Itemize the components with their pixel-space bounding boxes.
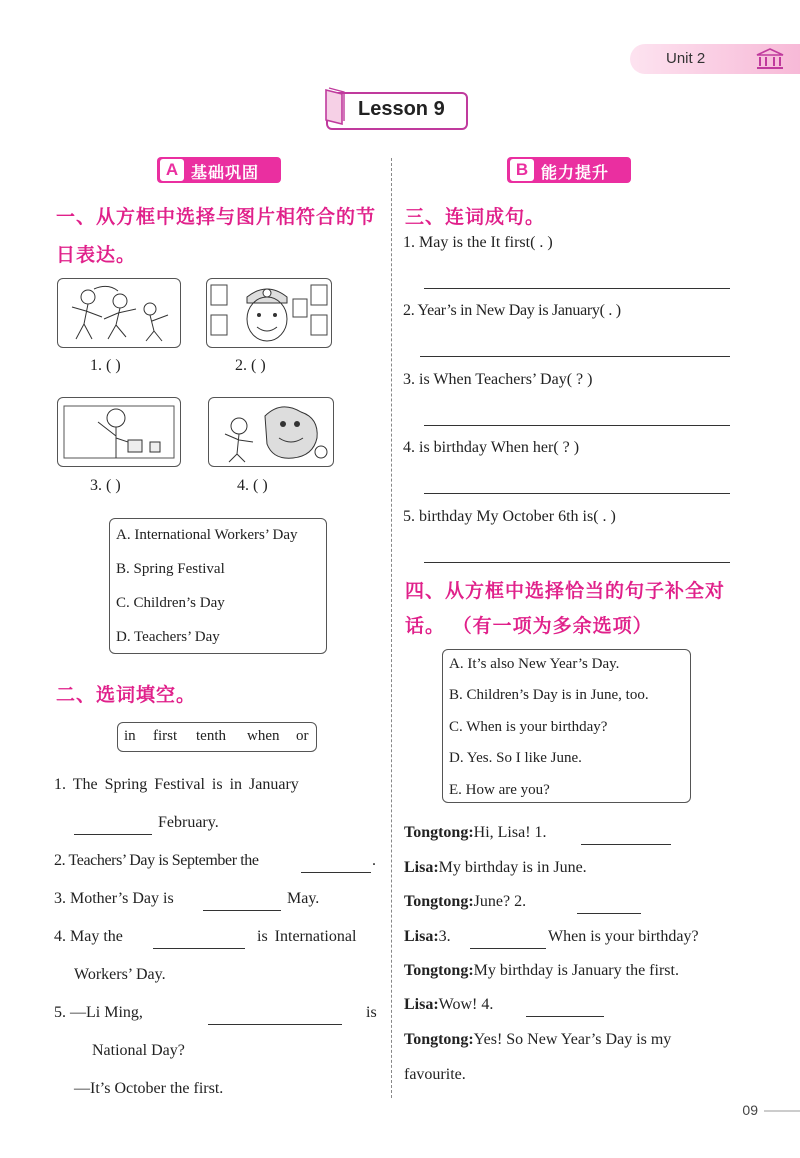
part2-q4-blank[interactable] [153, 932, 245, 949]
dialogue-text: My birthday is in June. [438, 859, 587, 876]
word-bank-box [117, 722, 317, 752]
speaker-lisa: Lisa: [404, 996, 439, 1013]
part2-q5-start: 5. —Li Ming, [54, 1004, 143, 1021]
word-bank-item: when [247, 728, 280, 744]
word-bank-item: in [124, 728, 136, 744]
part1-option-d: D. Teachers’ Day [116, 629, 220, 645]
part4-option-c: C. When is your birthday? [449, 719, 608, 735]
part1-option-b: B. Spring Festival [116, 561, 225, 577]
picture-1-children-playing [57, 278, 181, 348]
column-divider [391, 158, 392, 1098]
building-icon [756, 48, 784, 70]
speaker-tongtong: Tongtong: [404, 1031, 474, 1048]
dialogue-line-6 [404, 996, 493, 1014]
part4-option-b: B. Children’s Day is in June, too. [449, 687, 649, 703]
picture-3-teacher [57, 397, 181, 467]
part2-q3-end: May. [287, 890, 320, 907]
part4-title-line1: 四、从方框中选择恰当的句子补全对 [405, 580, 726, 602]
dialogue-line-4 [404, 928, 451, 946]
part2-q5-is: is [366, 1004, 377, 1021]
part3-answer-line-5[interactable] [424, 562, 730, 563]
section-b-title: 能力提升 [541, 163, 610, 182]
part3-title: 三、连词成句。 [405, 206, 546, 228]
lesson-title: Lesson 9 [358, 98, 445, 120]
picture-4-lion-dance [208, 397, 334, 467]
dialogue-text: 3. [438, 928, 451, 945]
part2-q5-blank[interactable] [208, 1008, 342, 1025]
speaker-lisa: Lisa: [404, 928, 439, 945]
part2-q1-blank[interactable] [74, 818, 152, 835]
part4-options-box [442, 649, 691, 803]
dialogue-text: Yes! So New Year’s Day is my [473, 1031, 672, 1048]
part2-q4-line2: Workers’ Day. [74, 966, 166, 983]
dialogue-line-4-end: When is your birthday? [548, 928, 699, 945]
part1-title-line1: 一、从方框中选择与图片相符合的节 [56, 206, 377, 228]
part2-q4-start: 4. May the [54, 928, 123, 945]
part2-q2-end: . [372, 852, 376, 869]
dialogue-blank-3[interactable] [470, 932, 546, 949]
section-a-letter: A [159, 158, 185, 182]
part2-q5-answer: —It’s October the first. [74, 1080, 224, 1097]
word-bank-item: or [296, 728, 309, 744]
part3-answer-line-3[interactable] [424, 425, 730, 426]
dialogue-line-7-end: favourite. [404, 1066, 466, 1083]
part3-item-4: 4. is birthday When her( ? ) [403, 439, 580, 456]
part4-title-line2: 话。 （有一项为多余选项） [405, 615, 653, 637]
part3-item-3: 3. is When Teachers’ Day( ? ) [403, 371, 593, 388]
part2-q5-line2: National Day? [92, 1042, 185, 1059]
part3-answer-line-1[interactable] [424, 288, 730, 289]
part2-q2: 2. Teachers’ Day is September the [54, 852, 259, 869]
dialogue-text: Hi, Lisa! 1. [473, 824, 547, 841]
dialogue-line-5 [404, 962, 679, 980]
section-b-badge [507, 157, 631, 183]
page-number-line [764, 1110, 800, 1112]
picture-2-miner-portrait [206, 278, 332, 348]
unit-label: Unit 2 [666, 50, 706, 67]
part3-item-5: 5. birthday My October 6th is( . ) [403, 508, 616, 525]
speaker-lisa: Lisa: [404, 859, 439, 876]
part4-option-e: E. How are you? [449, 782, 550, 798]
picture-3-label: 3. ( ) [90, 477, 121, 494]
dialogue-line-2 [404, 859, 587, 877]
part2-q2-blank[interactable] [301, 856, 371, 873]
part2-q3-blank[interactable] [203, 894, 281, 911]
speaker-tongtong: Tongtong: [404, 893, 474, 910]
part2-q4-end: is International [257, 928, 357, 945]
dialogue-line-1 [404, 824, 547, 842]
part3-answer-line-4[interactable] [424, 493, 730, 494]
picture-4-label: 4. ( ) [237, 477, 268, 494]
part1-option-a: A. International Workers’ Day [116, 527, 298, 543]
part2-q1-line2: February. [158, 814, 219, 831]
picture-1-label: 1. ( ) [90, 357, 121, 374]
part2-q3-start: 3. Mother’s Day is [54, 890, 174, 907]
dialogue-text: June? 2. [473, 893, 527, 910]
part4-option-d: D. Yes. So I like June. [449, 750, 582, 766]
page-number: 09 [742, 1102, 758, 1118]
word-bank-item: tenth [196, 728, 226, 744]
part1-options-box [109, 518, 327, 654]
speaker-tongtong: Tongtong: [404, 962, 474, 979]
dialogue-line-3 [404, 893, 526, 911]
dialogue-blank-4[interactable] [526, 1000, 604, 1017]
dialogue-blank-2[interactable] [577, 897, 641, 914]
unit-tab [630, 44, 800, 74]
part2-q1-line1: 1. The Spring Festival is in January [54, 776, 299, 793]
dialogue-text: My birthday is January the first. [473, 962, 679, 979]
part1-option-c: C. Children’s Day [116, 595, 225, 611]
word-bank-item: first [153, 728, 178, 744]
dialogue-line-7 [404, 1031, 671, 1049]
picture-2-label: 2. ( ) [235, 357, 266, 374]
section-a-badge [157, 157, 281, 183]
dialogue-blank-1[interactable] [581, 828, 671, 845]
section-b-letter: B [509, 158, 535, 182]
book-icon [320, 86, 350, 128]
dialogue-text: Wow! 4. [438, 996, 494, 1013]
speaker-tongtong: Tongtong: [404, 824, 474, 841]
part1-title-line2: 日表达。 [56, 244, 137, 266]
part2-title: 二、选词填空。 [56, 684, 197, 706]
part4-option-a: A. It’s also New Year’s Day. [449, 656, 620, 672]
part3-item-2: 2. Year’s in New Day is January( . ) [403, 302, 621, 319]
section-a-title: 基础巩固 [191, 163, 260, 182]
part3-item-1: 1. May is the It first( . ) [403, 234, 553, 251]
part3-answer-line-2[interactable] [420, 356, 730, 357]
